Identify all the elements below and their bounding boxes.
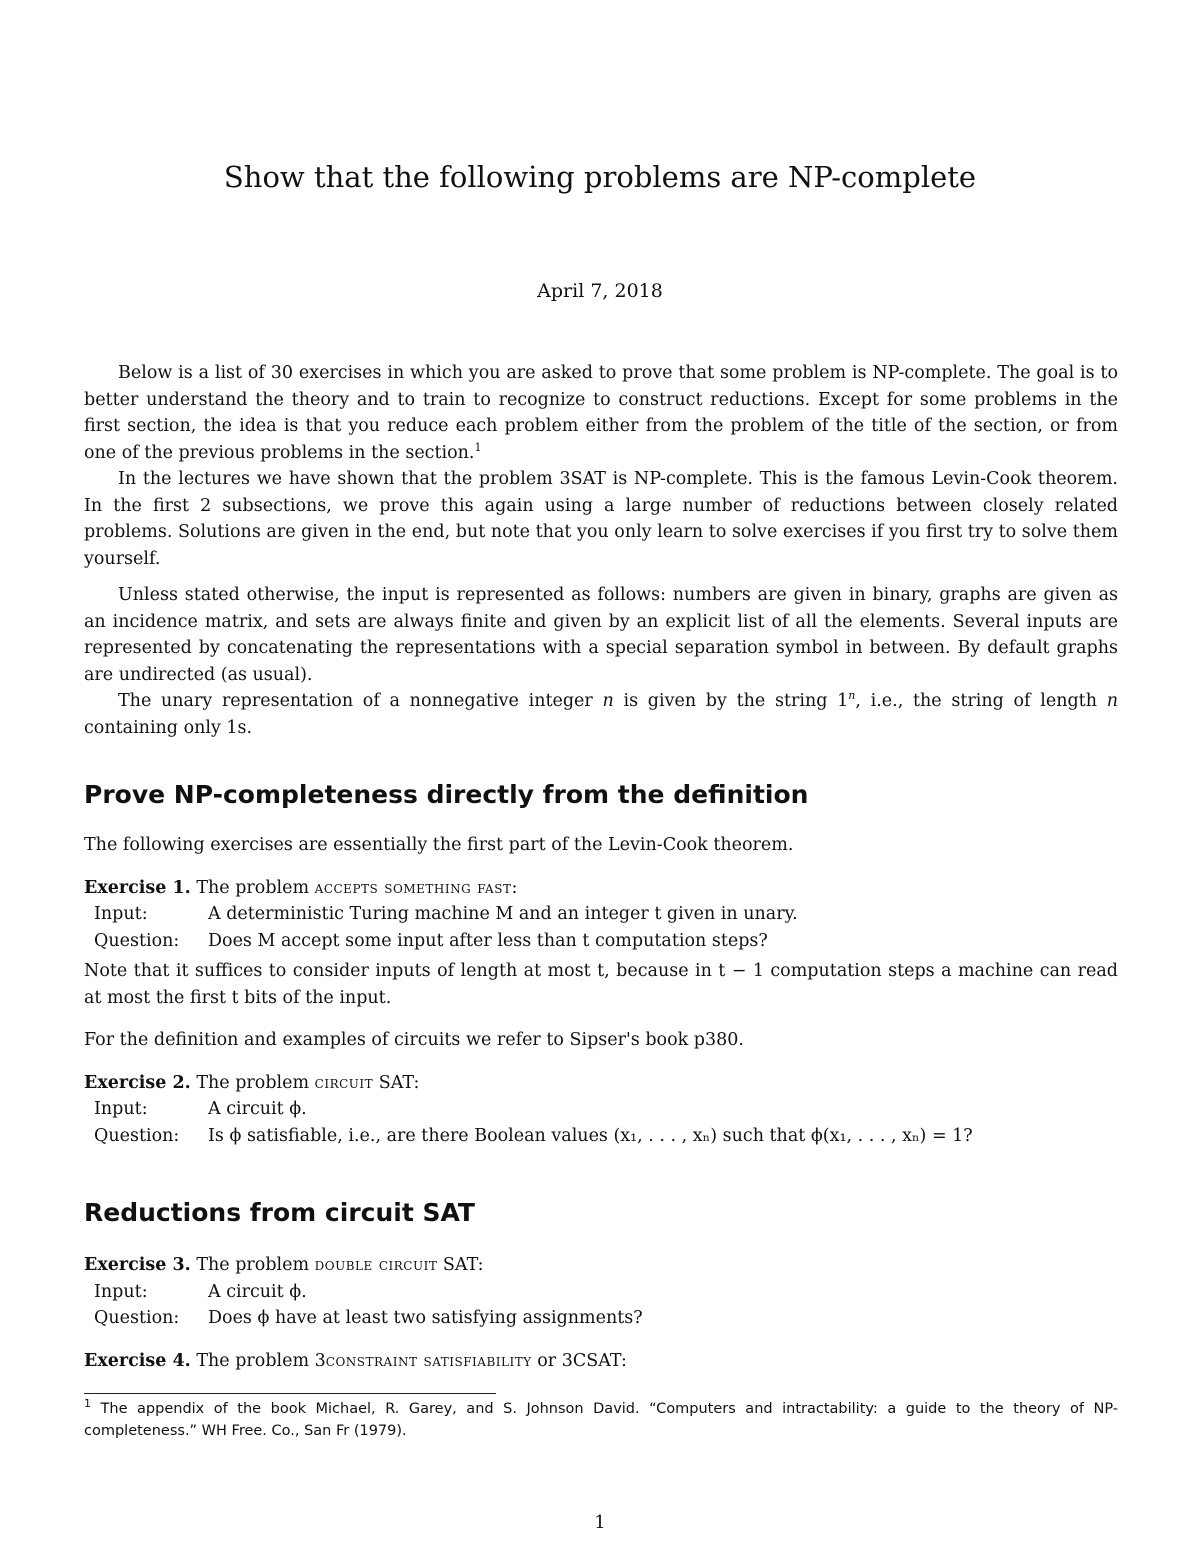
question-value: Is ϕ satisfiable, i.e., are there Boolean values (x₁, . . . , xₙ) such that ϕ(x₁, . . . , xₙ) = 1? [208,1125,973,1146]
section1-lead: The following exercises are essentially the first part of the Levin-Cook theorem. [84,835,794,855]
exercise-3-heading: Exercise 3. The problem double circuit SAT: [84,1255,484,1275]
question-value: Does M accept some input after less than t computation steps? [208,930,768,951]
footnote-marker: 1 [474,440,482,454]
question-label: Question: [94,1308,180,1328]
document-date: April 7, 2018 [537,280,663,302]
exercise-4-heading: Exercise 4. The problem 3constraint satisfiability or 3CSAT: [84,1350,627,1371]
exercise-1-note: Note that it suffices to consider inputs of length at most t, because in t − 1 computation steps a machine can read at most the first t bits of the input. [84,961,1118,1008]
footnote-divider [84,1393,496,1394]
exercise-2-spec [94,1096,973,1149]
exercise-1-spec [94,901,798,954]
circuits-note: For the definition and examples of circuits we refer to Sipser's book p380. [84,1030,744,1050]
intro-paragraph-1: Below is a list of 30 exercises in which you are asked to prove that some problem is NP-complete. The goal is to better understand the theory and to train to recognize to construct reductions. Except for some problems in the first section, the idea is that you reduce each problem either from the problem of the title of the section, or from one of the previous problems in the section.$^1$ [84,363,1118,463]
input-value: A deterministic Turing machine M and an integer t given in unary. [208,904,798,924]
exercise-3-spec [94,1279,643,1332]
exercise-2-heading: Exercise 2. The problem circuit SAT: [84,1072,420,1093]
page-number: 1 [594,1512,606,1533]
intro-paragraph-4: The unary representation of a nonnegative integer n is given by the string 1$^n$, i.e., the string of length n containing only 1s. [84,689,1118,738]
intro-paragraph-3: Unless stated otherwise, the input is represented as follows: numbers are given in binary, graphs are given as an incidence matrix, and sets are always finite and given by an explicit list of all the elements. Several inputs are represented by concatenating the representations with a special separation symbol in between. By default graphs are undirected (as usual). [84,585,1118,685]
input-value: A circuit ϕ. [208,1099,307,1119]
exercise-1-heading: Exercise 1. The problem accepts something fast: [84,877,518,898]
footnote: $^1$ The appendix of the book Michael, R. Garey, and S. Johnson David. “Computers and intractability: a guide to the theory of NP-completeness.” WH Free. Co., San Fr (1979). [84,1397,1119,1439]
section2-body [84,1252,1118,1374]
section-heading-np-completeness: Prove NP-completeness directly from the definition [84,780,809,809]
document-title: Show that the following problems are NP-complete [223,160,977,194]
input-label: Input: [94,904,148,924]
input-value: A circuit ϕ. [208,1281,307,1302]
intro-paragraph-2: In the lectures we have shown that the problem 3SAT is NP-complete. This is the famous Levin-Cook theorem. In the first 2 subsections, we prove this again using a large number of reductions between closely related problems. Solutions are given in the end, but note that you only learn to solve exercises if you first try to solve them yourself. [84,469,1118,569]
section1-body [84,832,1118,1149]
input-label: Input: [94,1099,148,1119]
introduction [84,360,1118,741]
question-value: Does ϕ have at least two satisfying assignments? [208,1308,643,1328]
question-label: Question: [94,930,180,951]
footnote-number: 1 [84,1397,91,1411]
input-label: Input: [94,1281,148,1302]
section-heading-circuit-sat: Reductions from circuit SAT [84,1198,475,1227]
question-label: Question: [94,1125,180,1146]
